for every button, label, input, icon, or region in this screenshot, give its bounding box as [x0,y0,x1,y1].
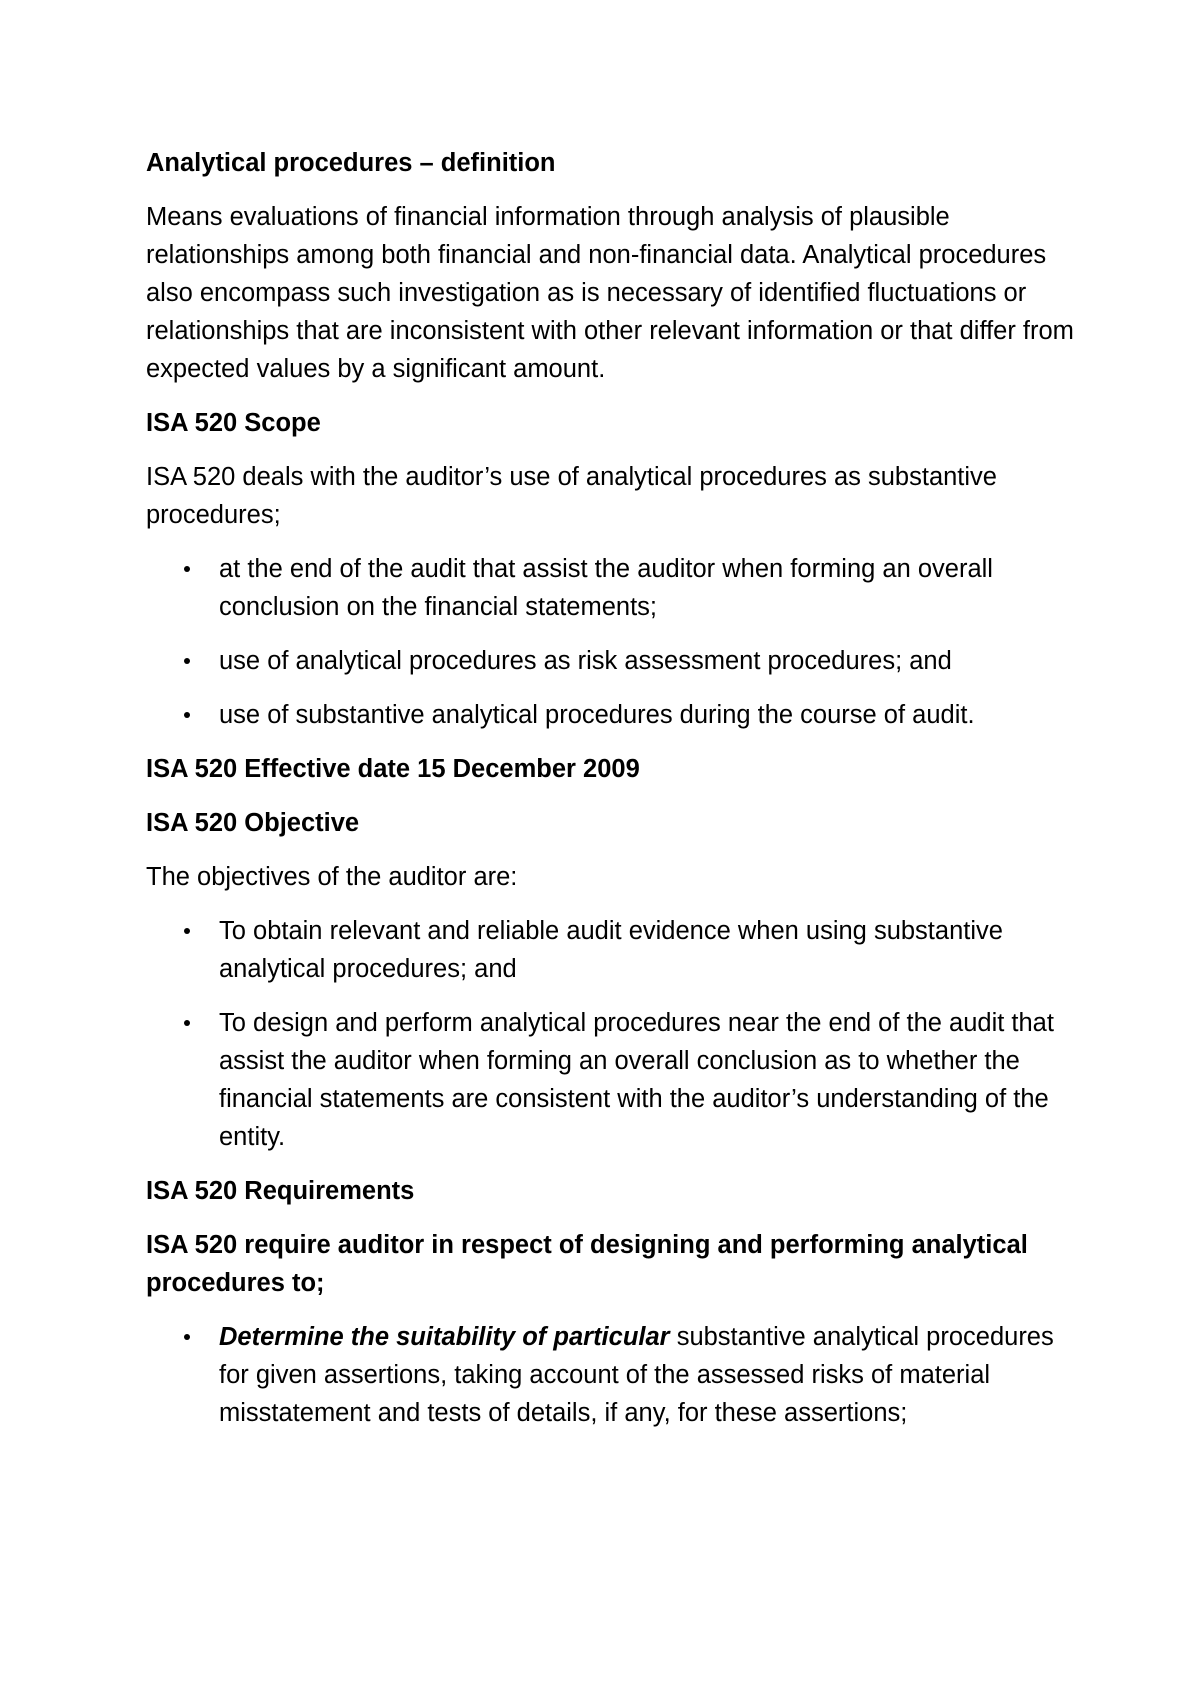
list-item-text: To obtain relevant and reliable audit evidence when using substantive analytical procedures; and [219,917,1003,983]
list-item [146,550,1076,626]
bullet-icon [184,928,190,934]
list-item [146,696,1076,734]
document-page [146,144,1076,1448]
list-item-text: use of analytical procedures as risk assessment procedures; and [219,647,952,675]
list-item-text: substantive analytical procedures for given assertions, taking account of the assessed risks of material misstatement and tests of details, if any, for these assertions; [219,1323,1054,1427]
list-item [146,912,1076,988]
bullet-icon [184,1334,190,1340]
definition-body: Means evaluations of financial information through analysis of plausible relationships among both financial and non-financial data. Analytical procedures also encompass such investigation as is necessary of identified fluctuations or relationships that are inconsistent with other relevant information or that differ from expected values by a significant amount. [146,203,1074,383]
bullet-icon [184,658,190,664]
bullet-icon [184,712,190,718]
effective-date-heading: ISA 520 Effective date 15 December 2009 [146,755,640,783]
requirements-subheading: ISA 520 require auditor in respect of designing and performing analytical procedures to; [146,1231,1028,1297]
objective-intro: The objectives of the auditor are: [146,863,518,891]
scope-intro: ISA 520 deals with the auditor’s use of analytical procedures as substantive procedures; [146,463,997,529]
list-item-text: use of substantive analytical procedures during the course of audit. [219,701,975,729]
objective-list [146,912,1076,1156]
scope-list [146,550,1076,734]
bullet-icon [184,1020,190,1026]
objective-heading: ISA 520 Objective [146,809,360,837]
requirements-list [146,1318,1076,1432]
list-item-emphasis: Determine the suitability of particular [219,1323,670,1351]
bullet-icon [184,566,190,572]
list-item-text: To design and perform analytical procedures near the end of the audit that assist the auditor when forming an overall conclusion as to whether the financial statements are consistent with the auditor’s understanding of the entity. [219,1009,1054,1151]
list-item [146,1004,1076,1156]
scope-heading: ISA 520 Scope [146,409,321,437]
requirements-heading: ISA 520 Requirements [146,1177,415,1205]
definition-heading: Analytical procedures – definition [146,149,556,177]
list-item [146,642,1076,680]
list-item [146,1318,1076,1432]
list-item-text: at the end of the audit that assist the auditor when forming an overall conclusion on the financial statements; [219,555,993,621]
